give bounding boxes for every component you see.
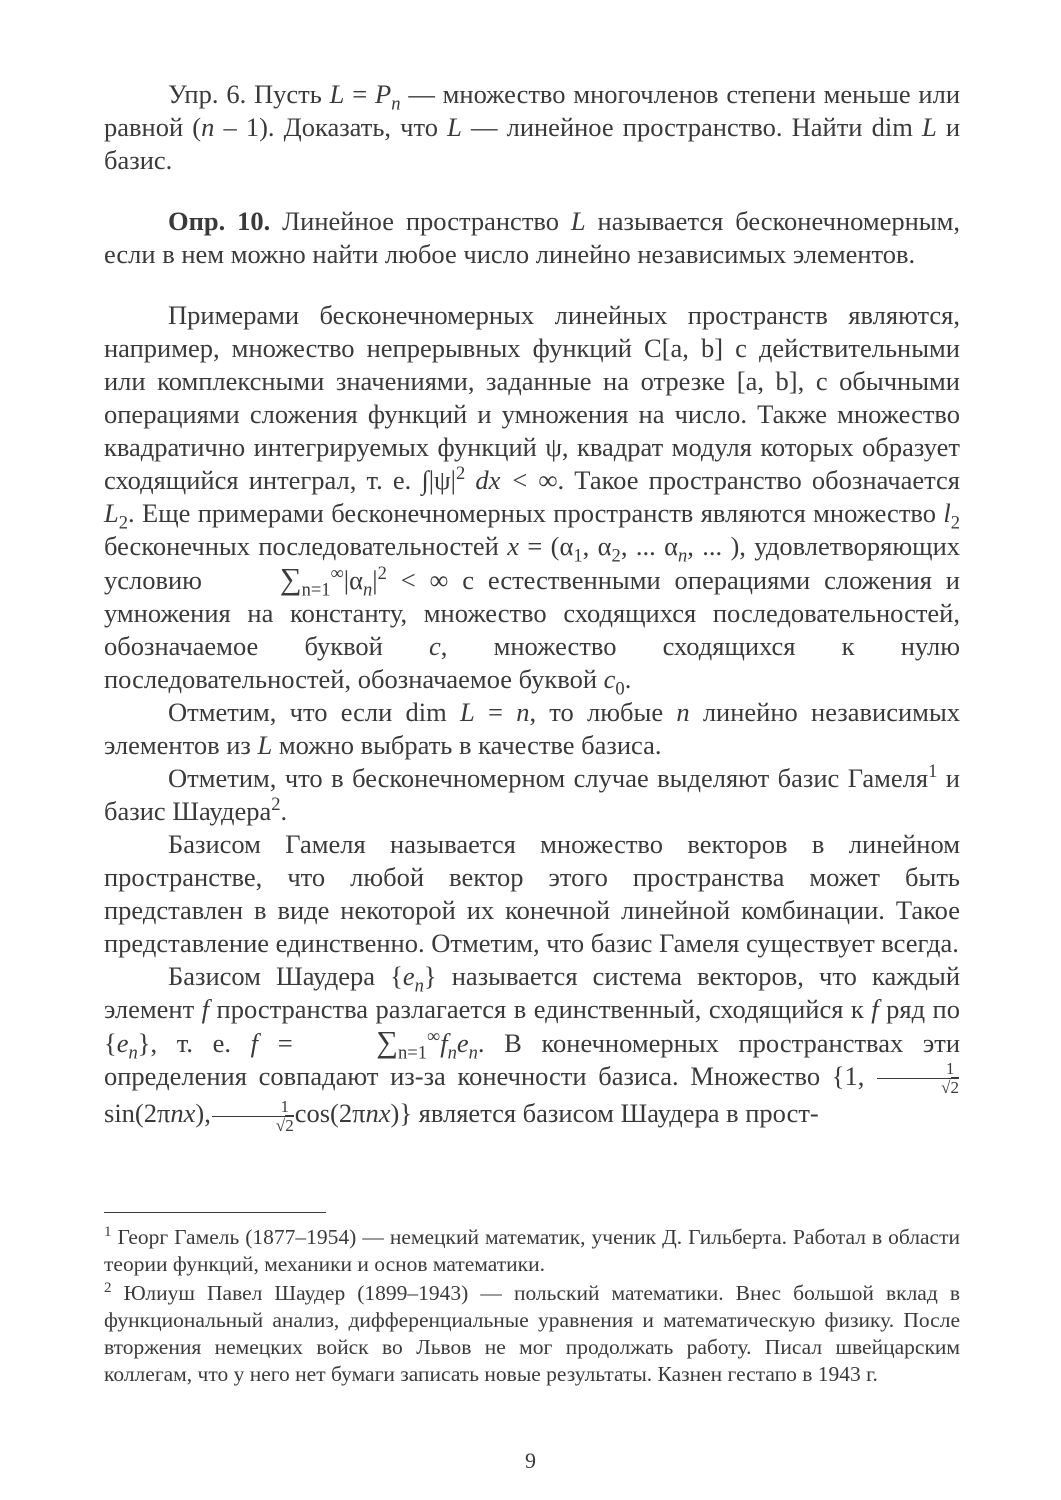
schauder-paragraph: Базисом Шаудера $\{e_n\}$ называется система векторов, что каждый элемент f пространства разлагается в единственный, сходящийся к f ряд по $\{e_n\}$, т. е. $f = \sum_{n=1}^\infty f_ne_n$. В конечномерных пространствах эти определения совпадают из-за конечности базиса. Множество {1, $\frac{1}{√2}$ sin(2πnx), $\frac{1}{√2}$ cos(2πnx)} является базисом Шаудера в прост- [104, 961, 960, 1135]
footnotes [104, 1224, 960, 1388]
note-dim-paragraph: Отметим, что если dim L = n, то любые n линейно независимых элементов из L можно выбрать в качестве базиса. [104, 697, 960, 760]
page-number: 9 [525, 1448, 536, 1473]
definition-paragraph: Опр. 10. Линейное пространство L называется бесконечномерным, если в нем можно найти любое число линейно независимых элементов. [104, 206, 960, 269]
fraction-1-over-sqrt2: $\frac{1}{√2}$ [877, 1060, 959, 1097]
hamel-paragraph: Базисом Гамеля называется множество векторов в линейном пространстве, что любой вектор этого пространства может быть представлен в виде некоторой их конечной линейной комбинации. Такое представление единственно. Отметим, что базис Гамеля существует всегда. [104, 829, 960, 958]
definition-label: Опр. 10. [168, 206, 271, 236]
footnote-ref-2[interactable]: 2 [271, 794, 281, 816]
note-bases-paragraph: Отметим, что в бесконечномерном случае выделяют базис Гамеля$^1$ и базис Шаудера$^2$. [104, 761, 960, 826]
examples-paragraph: Примерами бесконечномерных линейных пространств являются, например, множество непрерывных функций C[a, b] с действительными или комплексными значениями, заданные на отрезке [a, b], с обычными операциями сложения функций и умножения на число. Также множество квадратично интегрируемых функций ψ, квадрат модуля которых образует сходящийся интеграл, т. е. $\int|\psi|^2$ dx < ∞. Такое пространство обозначается $L_2$. Еще примерами бесконечномерных пространств являются множество $l_2$ бесконечных последовательностей $x = (\alpha_1$, $\alpha_2$, ... $\alpha_n$, ... ), удовлетворяющих условию $\sum_{n=1}^\infty|\alpha_n|^2$ < ∞ с естественными операциями сложения и умножения на константу, множество сходящихся последовательностей, обозначаемое буквой c, множество сходящихся к нулю последовательностей, обозначаемое буквой $c_0$. [104, 300, 961, 700]
exercise-paragraph: Упр. 6. Пусть $L = P_n$ — множество многочленов степени меньше или равной (n – 1). Доказать, что L — линейное пространство. Найти dim L и базис. [104, 79, 961, 175]
fraction-1-over-sqrt2: $\frac{1}{√2}$ [212, 1098, 294, 1135]
footnote-divider [104, 1212, 326, 1213]
footnote-2: $^2$ Юлиуш Павел Шаудер (1899–1943) — польский математики. Внес большой вклад в функциональный анализ, дифференциальные уравнения и математическую физику. После вторжения немецких войск во Львов не мог продолжать работу. Писал швейцарским коллегам, что у него нет бумаги записать новые результаты. Казнен гестапо в 1943 г. [104, 1279, 960, 1386]
footnote-ref-1[interactable]: 1 [928, 761, 938, 783]
main-text [104, 78, 960, 1135]
footnote-1: $^1$ Георг Гамель (1877–1954) — немецкий математик, ученик Д. Гильберта. Работал в области теории функций, механики и основ математики. [104, 1223, 960, 1276]
